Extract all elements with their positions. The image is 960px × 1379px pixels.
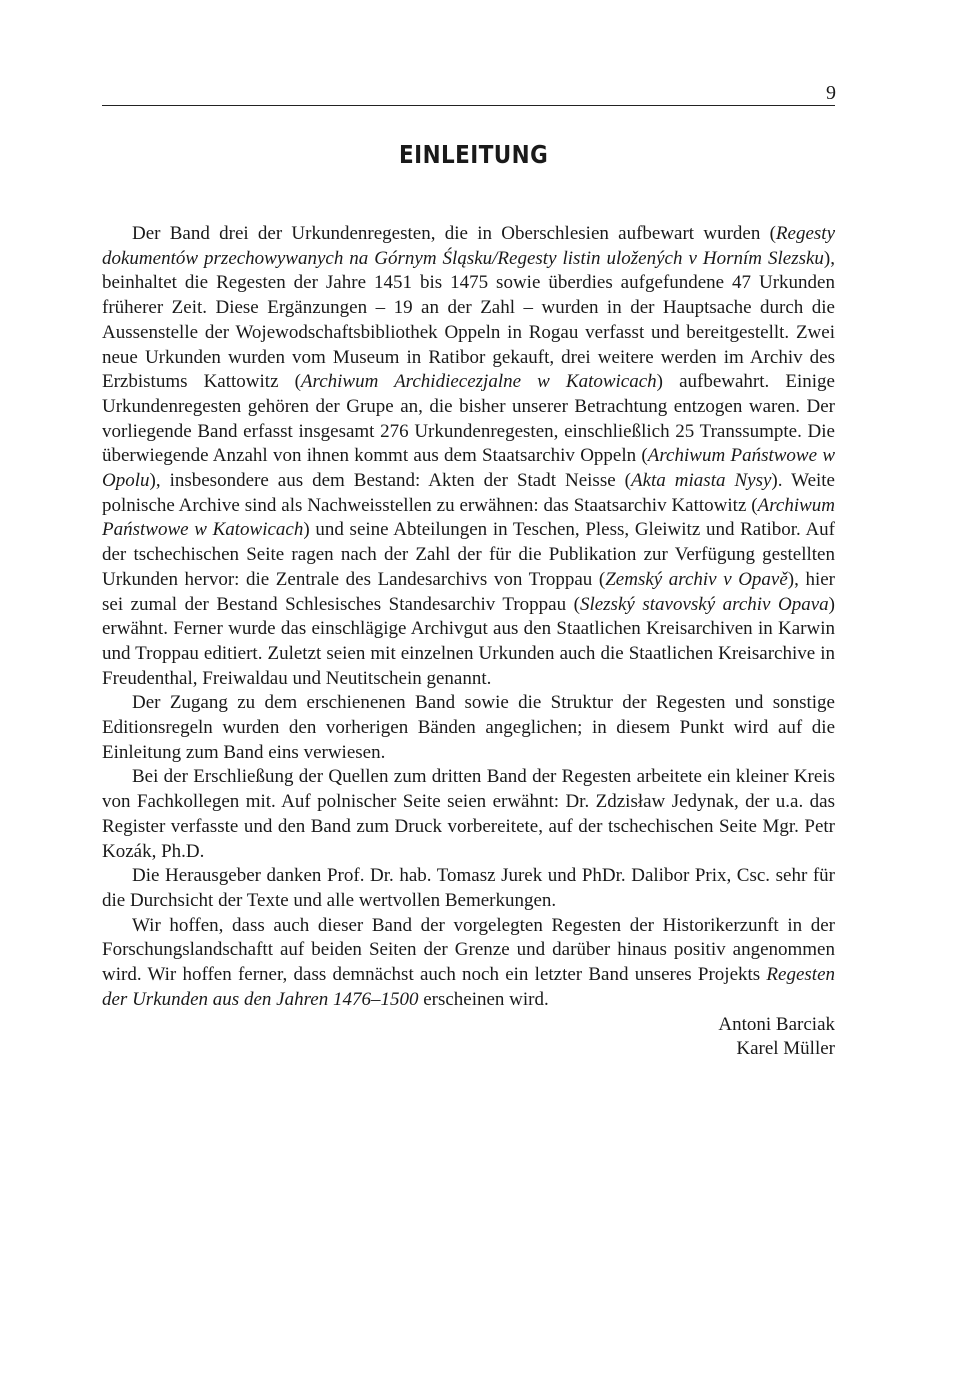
text-run: ). Weite polnische Archive sind als Nachweisstellen zu erwähnen: das Staatsarchiv Kattowitz ( [102, 470, 835, 516]
text-run: ) aufbewahrt. Einige Urkundenregesten gehören der Grupe an, die bisher unserer Betrachtung entzogen waren. Der vorliegende Band erfasst insgesamt 276 Urkundenregesten, einschließlich 25 Transsumpte. Die überwiegende Anzahl von ihnen kommt aus dem Staatsarchiv Oppeln ( [102, 371, 835, 467]
text-run: ) und seine Abteilungen in Teschen, Pless, Gleiwitz und Ratibor. Auf der tschechischen Seite ragen nach der Zahl der für die Publikation zur Verfügung gestellten Urkunden hervor: die Zentrale des Landesarchivs von Troppau ( [102, 519, 835, 590]
italic-title: Regesty dokumentów przechowywanych na Górnym Śląsku/Regesty listin uložených v Horním Slezsku [102, 223, 835, 269]
paragraph [102, 222, 835, 691]
paragraph [102, 691, 835, 765]
italic-title: Archiwum Archidiecezjalne w Katowicach [300, 371, 657, 393]
text-run: ), insbesondere aus dem Bestand: Akten der Stadt Neisse ( [149, 470, 631, 492]
paragraph [102, 864, 835, 913]
italic-title: Zemský archiv v Opavě [605, 568, 788, 590]
text-run: Wir hoffen, dass auch dieser Band der vorgelegten Regesten der Historikerzunft in der Forschungslandschaftt auf beiden Seiten der Grenze und darüber hinaus positiv angenommen wird. Wir hoffen ferner, dass demnächst auch noch ein letzter Band unseres Projekts [102, 914, 835, 986]
page-number: 9 [826, 82, 836, 104]
text-run: erscheinen wird. [418, 988, 549, 1010]
signature-name: Karel Müller [736, 1038, 835, 1060]
page-title: EINLEITUNG [399, 140, 549, 169]
text-run: Bei der Erschließung der Quellen zum dritten Band der Regesten arbeitete ein kleiner Kreis von Fachkollegen mit. Auf polnischer Seite seien erwähnt: Dr. Zdzisław Jedynak, der u.a. das Register verfasste und den Band zum Druck vorbereitete, auf der tschechischen Seite Mgr. Petr Kozák, Ph.D. [102, 766, 835, 862]
italic-title: Archiwum Państwowe w Opolu [102, 445, 835, 492]
header-rule [102, 105, 835, 106]
text-run: Der Zugang zu dem erschienenen Band sowie die Struktur der Regesten und sonstige Editionsregeln wurden den vorherigen Bänden angeglichen; in diesem Punkt wird auf die Einleitung zum Band eins verwiesen. [102, 692, 835, 763]
italic-title: Slezský stavovský archiv Opava [579, 593, 829, 615]
signatures [102, 1013, 835, 1062]
paragraph [102, 765, 835, 864]
text-run: Der Band drei der Urkundenregesten, die in Oberschlesien aufbewart wurden ( [132, 223, 776, 244]
text-run: ), hier sei zumal der Bestand Schlesisches Standesarchiv Troppau ( [102, 568, 835, 615]
signature-name: Antoni Barciak [718, 1013, 835, 1035]
body-text [102, 222, 835, 1062]
italic-title: Archiwum Państwowe w Katowicach [102, 494, 835, 541]
paragraph [102, 914, 835, 1013]
italic-title: Akta miasta Nysy [630, 470, 772, 492]
text-run: Die Herausgeber danken Prof. Dr. hab. Tomasz Jurek und PhDr. Dalibor Prix, Csc. sehr für die Durchsicht der Texte und alle wertvollen Bemerkungen. [102, 865, 835, 911]
text-run: ), beinhaltet die Regesten der Jahre 1451 bis 1475 sowie überdies aufgefundene 47 Urkunden früherer Zeit. Diese Ergänzungen – 19 an der Zahl – wurden in der Hauptsache durch die Aussenstelle der Wojewodschaftsbibliothek Oppeln in Rogau verfasst und bereitgestellt. Zwei neue Urkunden wurden vom Museum in Ratibor gekauft, drei weitere werden im Archiv des Erzbistums Kattowitz ( [102, 247, 835, 393]
text-run: ) erwähnt. Ferner wurde das einschlägige Archivgut aus den Staatlichen Kreisarchiven in Karwin und Troppau editiert. Zuletzt seien mit einzelnen Urkunden auch die Staatlichen Kreisarchive in Freudenthal, Freiwaldau und Neutitschein genannt. [102, 593, 835, 689]
italic-title: Regesten der Urkunden aus den Jahren 1476–1500 [102, 964, 835, 1010]
